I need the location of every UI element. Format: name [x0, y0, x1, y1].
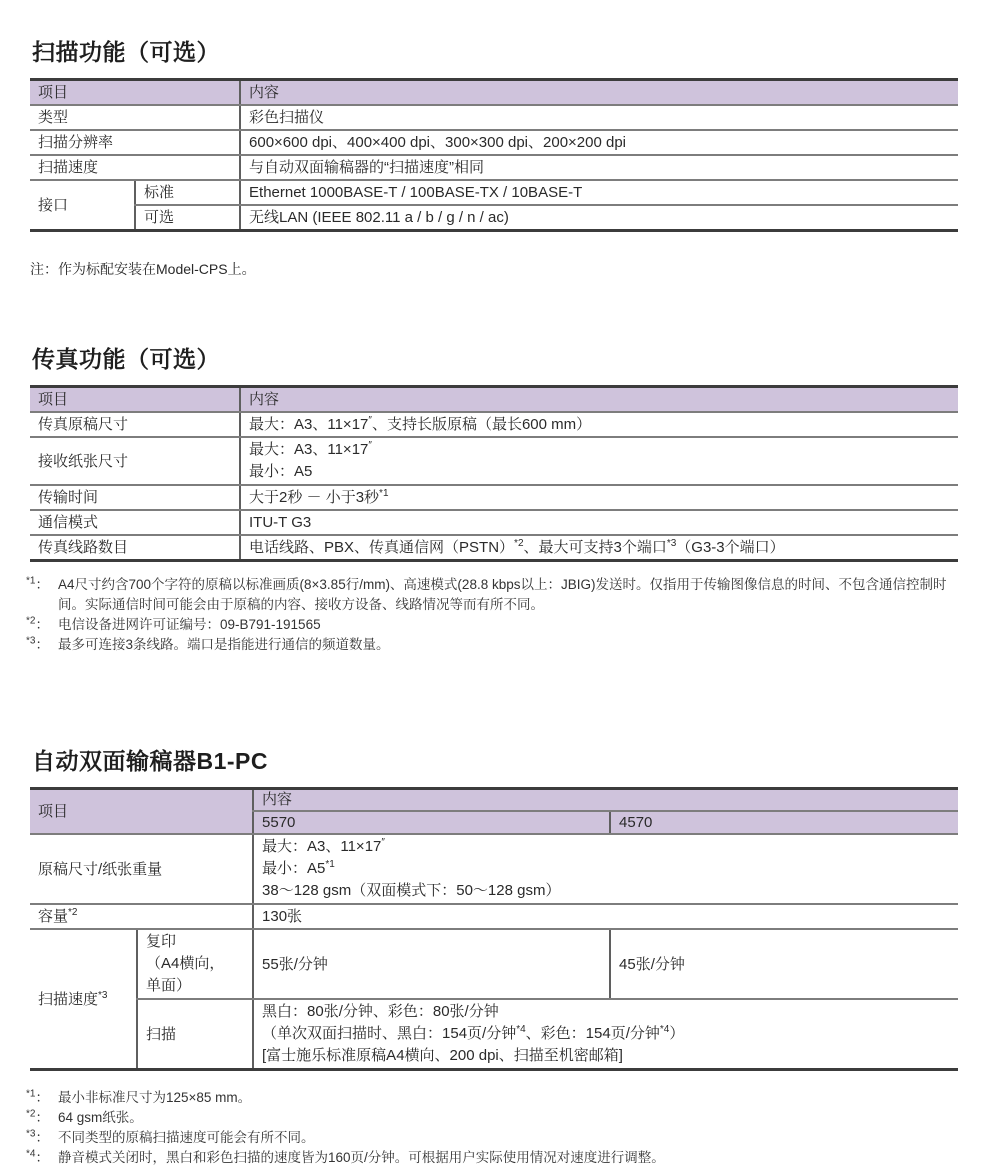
adf-section-title: 自动双面输稿器B1-PC [32, 748, 269, 774]
table-row [30, 412, 958, 437]
footnote-text: 静音模式关闭时，黑白和彩色扫描的速度皆为160页/分钟。可根据用户实际使用情况对速度进行调整。 [58, 1150, 665, 1165]
column-header-content: 内容 [253, 789, 958, 812]
footnote-text: 不同类型的原稿扫描速度可能会有所不同。 [58, 1130, 315, 1145]
row-value: 无线LAN (IEEE 802.11 a / b / g / n / ac) [240, 205, 958, 231]
row-label: 类型 [30, 105, 240, 130]
column-header-content: 内容 [240, 80, 958, 106]
value-line: 38～128 gsm（双面模式下：50～128 gsm） [262, 882, 561, 899]
table-header-row [30, 387, 958, 413]
model-header-4570: 4570 [610, 811, 958, 834]
label-line: （A4横向， [146, 955, 225, 972]
row-label: 扫描速度 [30, 155, 240, 180]
fax-section-title: 传真功能（可选） [32, 346, 220, 372]
row-value: ITU-T G3 [240, 510, 958, 535]
adf-spec-table [30, 787, 958, 1071]
table-row [30, 929, 958, 999]
row-label: 容量$^{*2}$ [30, 904, 253, 929]
column-header-content: 内容 [240, 387, 958, 413]
label-line: 复印 [146, 933, 177, 950]
footnote-text: A4尺寸约含700个字符的原稿以标准画质(8×3.85行/mm)、高速模式(28.8 kbps以上：JBIG)发送时。仅指用于传输图像信息的时间、不包含通信控制时间。实际通信时间可能会由于原稿的内容、接收方设备、线路情况等而有所不同。 [58, 577, 947, 612]
footnote-marker: $^{*2}$： [26, 615, 49, 632]
fax-spec-table [30, 385, 958, 562]
row-value: 最大：A3、11×17″、支持长版原稿（最长600 mm） [240, 412, 958, 437]
footnote [26, 1128, 958, 1148]
label-line: 单面） [146, 977, 192, 994]
footnote [26, 615, 958, 635]
sub-row-label: 扫描 [137, 999, 253, 1070]
adf-footnotes [26, 1088, 958, 1168]
row-value [253, 834, 958, 904]
table-row [30, 105, 958, 130]
column-header-item: 项目 [30, 789, 253, 835]
value-line: [富士施乐标准原稿A4横向、200 dpi、扫描至机密邮箱] [262, 1047, 623, 1064]
table-row [30, 205, 958, 231]
table-row [30, 437, 958, 485]
row-value: Ethernet 1000BASE-T / 100BASE-TX / 10BASE-T [240, 180, 958, 205]
row-value-5570: 55张/分钟 [253, 929, 610, 999]
table-header-row [30, 789, 958, 812]
table-row [30, 155, 958, 180]
row-label: 传真原稿尺寸 [30, 412, 240, 437]
row-label: 接收纸张尺寸 [30, 437, 240, 485]
row-label: 传真线路数目 [30, 535, 240, 561]
fax-footnotes [26, 575, 958, 655]
sub-row-label: 可选 [135, 205, 240, 231]
column-header-item: 项目 [30, 387, 240, 413]
value-line: 最大：A3、11×17″ [249, 440, 372, 458]
table-header-row [30, 80, 958, 106]
footnote-marker: $^{*4}$： [26, 1148, 49, 1165]
row-value [253, 999, 958, 1070]
table-row [30, 999, 958, 1070]
value-line: （单次双面扫描时、黑白：154页/分钟$^{*4}$、彩色：154页/分钟$^{*4}$） [262, 1024, 685, 1042]
table-row [30, 834, 958, 904]
footnote-text: 电信设备进网许可证编号：09-B791-191565 [58, 617, 321, 632]
footnote [26, 575, 958, 615]
row-value: 电话线路、PBX、传真通信网（PSTN）$^{*2}$、最大可支持3个端口$^{*3}$（G3-3个端口） [240, 535, 958, 561]
row-label: 扫描速度$^{*3}$ [30, 929, 137, 1070]
scan-note: 注：作为标配安装在Model-CPS上。 [30, 261, 256, 277]
sub-row-label: 标准 [135, 180, 240, 205]
footnote-marker: $^{*2}$： [26, 1108, 49, 1125]
column-header-item: 项目 [30, 80, 240, 106]
footnote [26, 1088, 958, 1108]
row-label: 原稿尺寸/纸张重量 [30, 834, 253, 904]
row-label: 通信模式 [30, 510, 240, 535]
footnote-marker: $^{*3}$： [26, 1128, 49, 1145]
sub-row-label [137, 929, 253, 999]
table-row [30, 180, 958, 205]
row-value: 600×600 dpi、400×400 dpi、300×300 dpi、200×200 dpi [240, 130, 958, 155]
footnote-text: 最多可连接3条线路。端口是指能进行通信的频道数量。 [58, 637, 390, 652]
footnote-marker: $^{*1}$： [26, 575, 49, 592]
table-row [30, 535, 958, 561]
footnote [26, 1148, 958, 1168]
footnote [26, 635, 958, 655]
row-label: 扫描分辨率 [30, 130, 240, 155]
scan-section-title: 扫描功能（可选） [32, 39, 220, 65]
footnote-marker: $^{*1}$： [26, 1088, 49, 1105]
table-row [30, 904, 958, 929]
footnote-marker: $^{*3}$： [26, 635, 49, 652]
value-line: 最小：A5$^{*1}$ [262, 859, 335, 877]
table-row [30, 130, 958, 155]
row-label: 传输时间 [30, 485, 240, 510]
value-line: 最小：A5 [249, 463, 313, 480]
model-header-5570: 5570 [253, 811, 610, 834]
row-value: 彩色扫描仪 [240, 105, 958, 130]
row-value [240, 437, 958, 485]
row-value: 与自动双面输稿器的“扫描速度”相同 [240, 155, 958, 180]
footnote-text: 最小非标准尺寸为125×85 mm。 [58, 1090, 252, 1105]
row-label: 接口 [30, 180, 135, 231]
scan-spec-table [30, 78, 958, 232]
row-value-4570: 45张/分钟 [610, 929, 958, 999]
value-line: 黑白：80张/分钟、彩色：80张/分钟 [262, 1003, 499, 1020]
footnote-text: 64 gsm纸张。 [58, 1110, 143, 1125]
value-line: 最大：A3、11×17″ [262, 837, 385, 855]
row-value: 大于2秒 － 小于3秒$^{*1}$ [240, 485, 958, 510]
row-value: 130张 [253, 904, 958, 929]
table-row [30, 485, 958, 510]
table-row [30, 510, 958, 535]
footnote [26, 1108, 958, 1128]
